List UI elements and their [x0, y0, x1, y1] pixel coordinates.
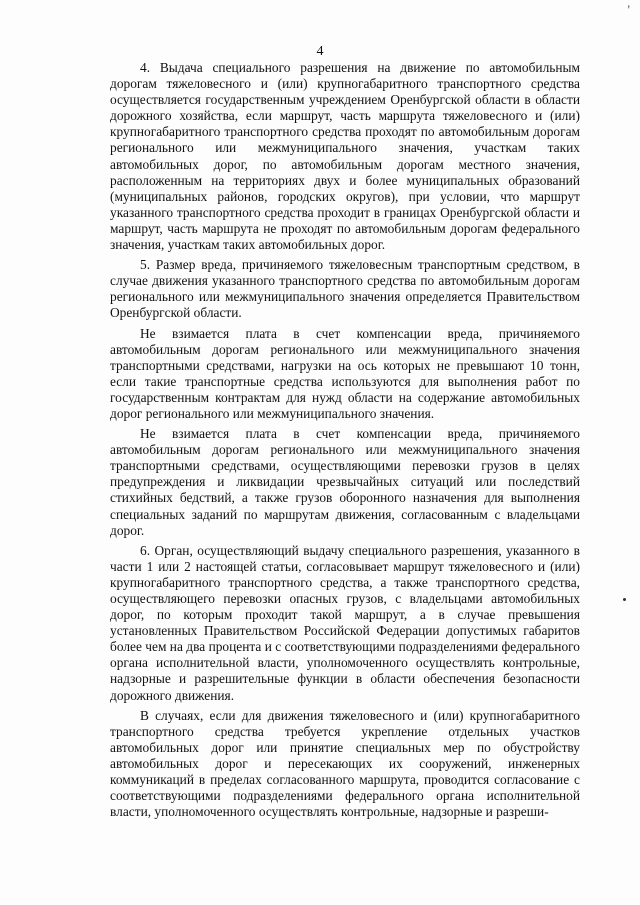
document-body	[110, 60, 580, 824]
paragraph-item-6: 6. Орган, осуществляющий выдачу специального разрешения, указанного в части 1 или 2 настоящей статьи, согласовывает маршрут тяжеловесного и (или) крупногабаритного транспортного средства, а также транспортного средства, осуществляющего перевозки опасных грузов, с владельцами автомобильных дорог, по которым проходит такой маршрут, а в случае превышения установленных Правительством Российской Федерации допустимых габаритов более чем на два процента и с соответствующими подразделениями федерального органа исполнительной власти, уполномоченного осуществлять контрольные, надзорные и разрешительные функции в области обеспечения безопасности дорожного движения.	[110, 542, 580, 703]
page-number: 4	[316, 44, 324, 59]
paragraph-reinforcement: В случаях, если для движения тяжеловесного и (или) крупногабаритного транспортного средства требуется укрепление отдельных участков автомобильных дорог или принятие специальных мер по обустройству автомобильных дорог и пересекающих их сооружений, инженерных коммуникаций в пределах согласованного маршрута, проводится согласование с соответствующими подразделениями федерального органа исполнительной власти, уполномоченного осуществлять контрольные, надзорные и разреши-	[110, 707, 580, 820]
paragraph-no-fee-1: Не взимается плата в счет компенсации вреда, причиняемого автомобильным дорогам регионального или межмуниципального значения транспортными средствами, нагрузки на ось которых не превышают 10 тонн, если такие транспортные средства используются для выполнения работ по государственным контрактам для нужд области на содержание автомобильных дорог регионального или межмуниципального значения.	[110, 325, 580, 421]
paragraph-item-4: 4. Выдача специального разрешения на движение по автомобильным дорогам тяжеловесного и (или) крупногабаритного транспортного средства осуществляется государственным учреждением Оренбургской области в области дорожного хозяйства, если маршрут, часть маршрута тяжеловесного и (или) крупногабаритного транспортного средства проходят по автомобильным дорогам регионального или межмуниципального значения, участкам таких автомобильных дорог, по автомобильным дорогам местного значения, расположенным на территориях двух и более муниципальных образований (муниципальных районов, городских округов), при условии, что маршрут указанного транспортного средства проходит в границах Оренбургской области и маршрут, часть маршрута не проходят по автомобильным дорогам федерального значения, участкам таких автомобильных дорог.	[110, 60, 580, 253]
margin-dot	[623, 598, 626, 601]
paragraph-no-fee-2: Не взимается плата в счет компенсации вреда, причиняемого автомобильным дорогам регионального или межмуниципального значения транспортными средствами, осуществляющими перевозки грузов в целях предупреждения и ликвидации чрезвычайных ситуаций или последствий стихийных бедствий, а также грузов оборонного назначения для выполнения специальных заданий по маршрутам движения, согласованным с владельцами дорог.	[110, 426, 580, 538]
paragraph-item-5: 5. Размер вреда, причиняемого тяжеловесным транспортным средством, в случае движения указанного транспортного средства по автомобильным дорогам регионального или межмуниципального значения определяется Правительством Оренбургской области.	[110, 257, 580, 321]
corner-mark: '	[627, 2, 630, 17]
